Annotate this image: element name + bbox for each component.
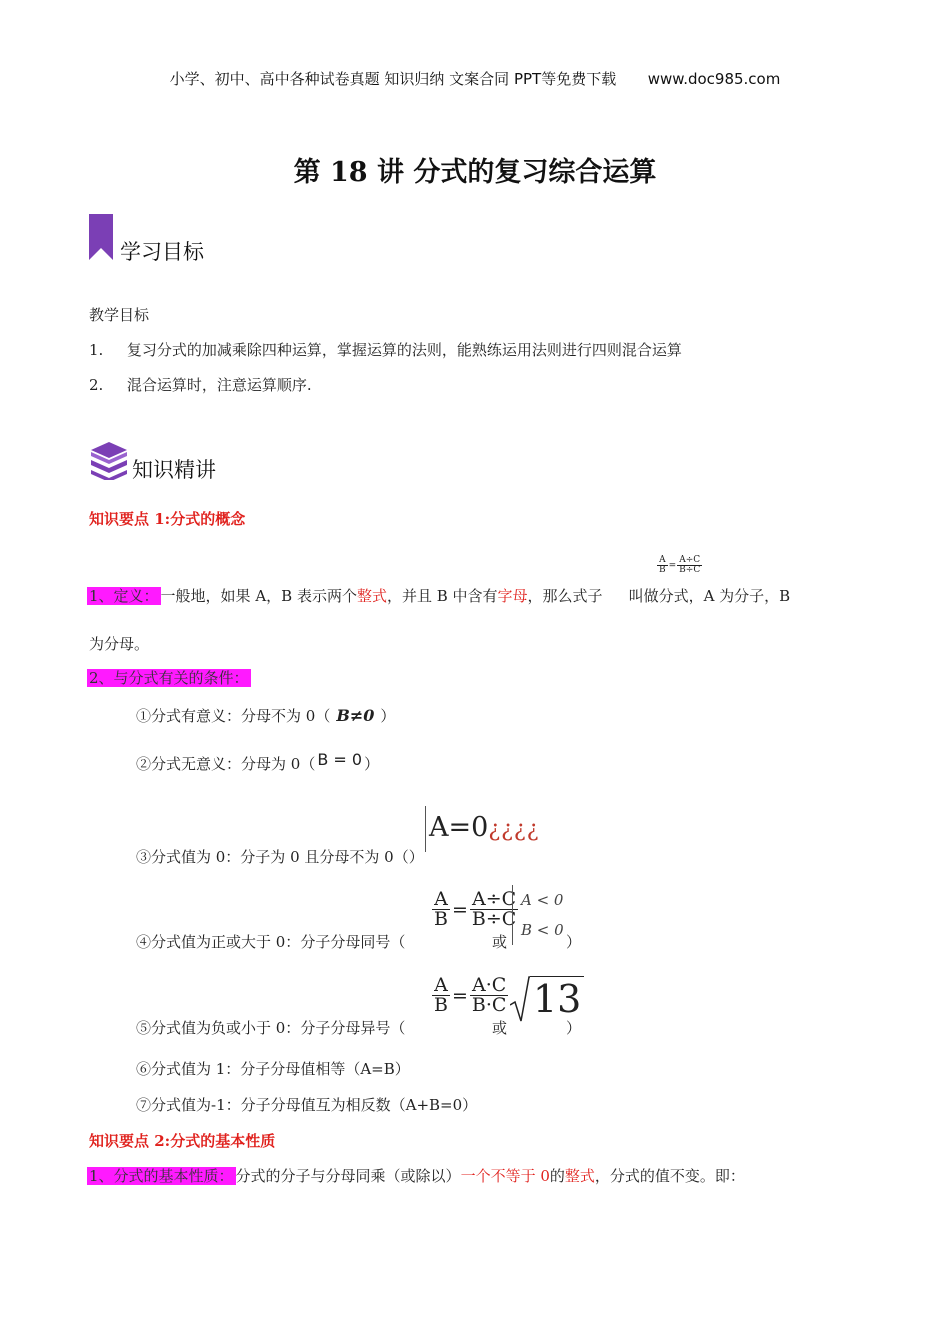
goal-number: 1. xyxy=(89,341,104,359)
highlight-zimu: 字母 xyxy=(497,587,528,605)
equals-sign: = xyxy=(668,560,677,571)
definition-line-2: 为分母。 xyxy=(89,635,150,653)
knowledge-point-1-title: 知识要点 1:分式的概念 xyxy=(89,510,246,528)
definition-label: 1、定义： xyxy=(89,587,159,605)
condition-4: ④分式值为正或大于 0：分子分母同号（ xyxy=(136,933,406,951)
basic-property-line: 1、分式的基本性质： 分式的分子与分母同乘（或除以）一个不等于 0的整式，分式的值不变。即： xyxy=(89,1167,745,1185)
definition-formula xyxy=(657,556,702,575)
books-stack-icon xyxy=(89,442,129,484)
bookmark-icon xyxy=(89,214,113,264)
condition-5-close: ） xyxy=(566,1019,582,1037)
condition-4-close: ） xyxy=(566,933,582,951)
condition-6: ⑥分式值为 1：分子分母值相等（A=B） xyxy=(136,1060,410,1078)
highlight-zhengshi-2: 整式 xyxy=(564,1167,595,1185)
basic-property-label: 1、分式的基本性质： xyxy=(89,1167,234,1185)
fraction-ac-bc: $\frac{A\cdot C}{B\cdot C}$ xyxy=(471,974,507,1016)
condition-2: ②分式无意义：分母为 0（ B = 0 ） xyxy=(136,750,380,773)
fraction-ac-bc: $\frac{A\div C}{B\div C}$ xyxy=(679,555,701,575)
equals-sign: = xyxy=(451,984,468,1007)
condition-4-or: 或 xyxy=(492,933,508,951)
sqrt-expression xyxy=(510,975,584,1023)
equals-sign: = xyxy=(451,898,468,921)
knowledge-point-2-title: 知识要点 2:分式的基本性质 xyxy=(89,1132,276,1150)
highlight-nonzero: 一个不等于 0 xyxy=(460,1167,550,1185)
teaching-goals-label: 教学目标 xyxy=(89,306,150,324)
fraction-a-b: $\frac{A}{B}$ xyxy=(434,888,448,930)
goal-item-1 xyxy=(89,339,682,360)
condition-4-formula xyxy=(432,890,518,929)
condition-3: ③分式值为 0：分子为 0 且分母不为 0（） xyxy=(136,848,424,866)
definition-line: 1、定义： 一般地，如果 A，B 表示两个整式，并且 B 中含有字母，那么式子 叫做分式，A 为分子，B xyxy=(89,587,791,605)
condition-5-formula xyxy=(432,976,508,1015)
fraction-a-b: $\frac{A}{B}$ xyxy=(434,974,448,1016)
conditions-label: 2、与分式有关的条件： xyxy=(89,669,249,687)
goal-text: 混合运算时，注意运算顺序. xyxy=(126,376,312,394)
page-title: 第 18 讲 分式的复习综合运算 xyxy=(293,157,657,188)
condition-4-cases: A < 0 B < 0 xyxy=(512,885,564,945)
condition-1: ①分式有意义：分母不为 0（ B≠0 ） xyxy=(136,706,396,725)
page-header xyxy=(0,68,950,89)
header-text: 小学、初中、高中各种试卷真题 知识归纳 文案合同 PPT等免费下载 xyxy=(169,70,617,88)
condition-7: ⑦分式值为-1：分子分母值互为相反数（A+B=0） xyxy=(136,1096,478,1114)
highlight-zhengshi: 整式 xyxy=(356,587,387,605)
condition-1-math: B≠0 xyxy=(336,706,375,725)
sqrt-symbol xyxy=(510,975,530,1023)
goal-item-2 xyxy=(89,374,312,395)
fraction-ac-bc: $\frac{A\div C}{B\div C}$ xyxy=(471,888,517,930)
condition-5-or: 或 xyxy=(492,1019,508,1037)
sqrt-value: 13 xyxy=(530,976,584,1021)
section-heading-goals: 学习目标 xyxy=(120,240,204,264)
condition-3-math: A=0¿¿¿¿ xyxy=(425,806,540,852)
goal-number: 2. xyxy=(89,376,104,394)
condition-2-math: B = 0 xyxy=(317,750,363,769)
header-url[interactable]: www.doc985.com xyxy=(647,70,781,88)
fraction-a-b: $\frac{A}{B}$ xyxy=(659,555,666,575)
goal-text: 复习分式的加减乘除四种运算，掌握运算的法则，能熟练运用法则进行四则混合运算 xyxy=(126,341,682,359)
condition-5: ⑤分式值为负或小于 0：分子分母异号（ xyxy=(136,1019,406,1037)
section-heading-knowledge: 知识精讲 xyxy=(132,458,216,482)
